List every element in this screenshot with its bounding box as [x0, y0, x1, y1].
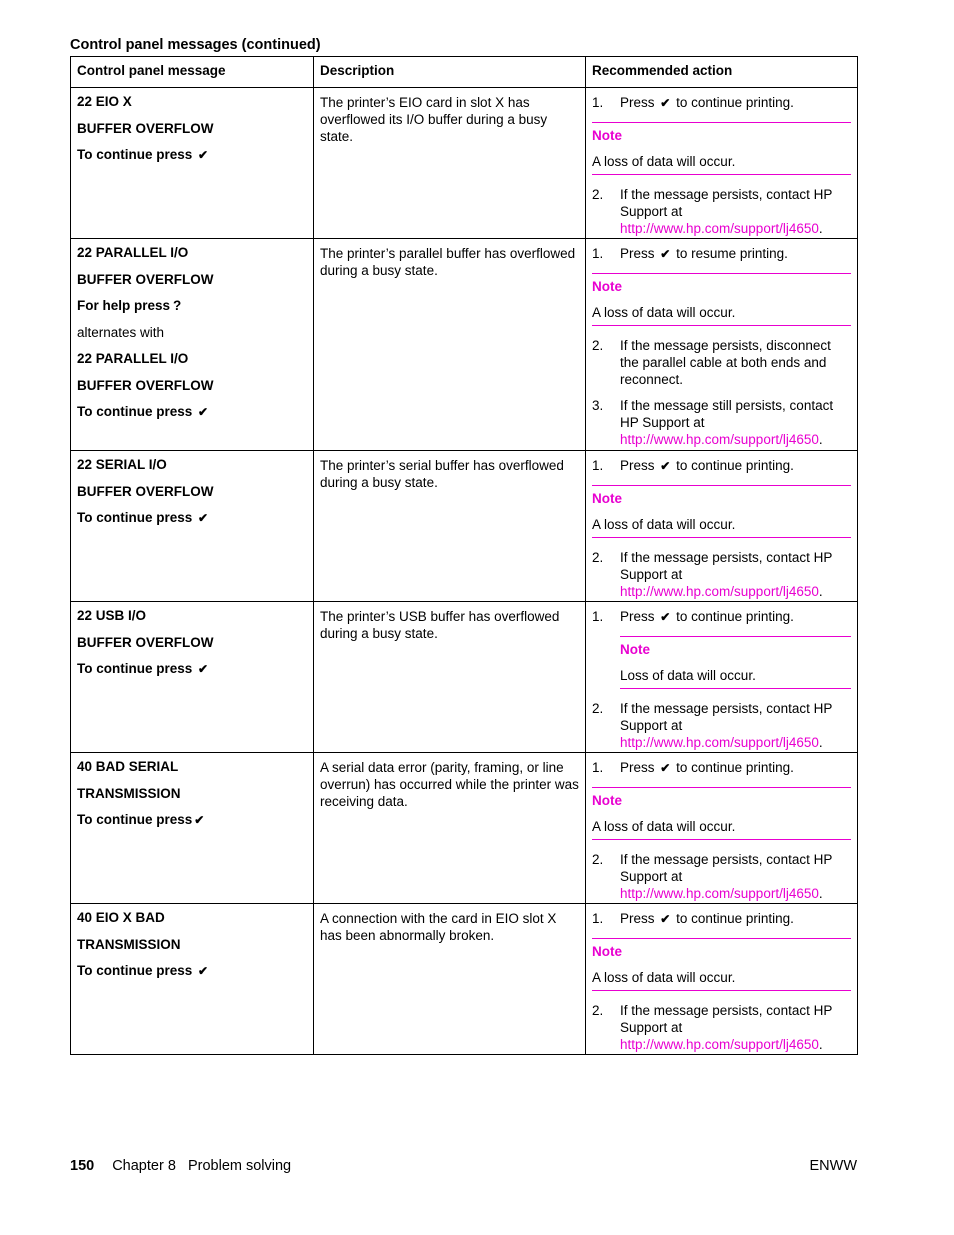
step-1: 1. Press ✔ to continue printing. [592, 609, 794, 624]
step-2: 2. If the message persists, contact HP Support at http://www.hp.com/support/lj4650. [592, 187, 833, 236]
description-text: The printer’s parallel buffer has overflowed during a busy state. [320, 246, 576, 278]
support-link[interactable]: http://www.hp.com/support/lj4650 [620, 1037, 819, 1052]
message-cell [71, 904, 314, 1055]
action-cell [586, 904, 858, 1055]
note-text: A loss of data will occur. [592, 305, 736, 320]
note-text: A loss of data will occur. [592, 970, 736, 985]
support-link[interactable]: http://www.hp.com/support/lj4650 [620, 221, 819, 236]
message-line: For help press ? [77, 298, 182, 313]
message-line: alternates with [77, 324, 165, 340]
message-line: BUFFER OVERFLOW [77, 483, 214, 499]
control-panel-messages-table [70, 56, 858, 1055]
step-1: 1. Press ✔ to continue printing. [592, 95, 794, 110]
description-cell [314, 451, 586, 602]
action-cell [586, 451, 858, 602]
message-line: TRANSMISSION [77, 785, 181, 801]
message-line: 22 PARALLEL I/O [77, 245, 189, 260]
message-line: BUFFER OVERFLOW [77, 271, 214, 287]
message-line: 22 EIO X [77, 94, 132, 109]
step-1: 1. Press ✔ to continue printing. [592, 458, 794, 473]
table-caption: Control panel messages (continued) [70, 37, 321, 53]
description-cell [314, 602, 586, 753]
description-cell [314, 88, 586, 239]
step-3: 3. If the message still persists, contact HP Support at http://www.hp.com/support/lj4650. [592, 398, 834, 447]
step-2: 2. If the message persists, contact HP Support at http://www.hp.com/support/lj4650. [592, 852, 833, 901]
step-1: 1. Press ✔ to continue printing. [592, 911, 794, 926]
message-line: 40 BAD SERIAL [77, 759, 179, 774]
message-line: To continue press ✔ [77, 404, 209, 419]
message-line: TRANSMISSION [77, 936, 181, 952]
checkmark-icon: ✔ [660, 912, 671, 926]
message-line: 22 USB I/O [77, 608, 147, 623]
message-cell [71, 451, 314, 602]
note-text: Loss of data will occur. [620, 668, 756, 683]
message-line: To continue press ✔ [77, 510, 209, 525]
message-line: BUFFER OVERFLOW [77, 120, 214, 136]
checkmark-icon: ✔ [660, 96, 671, 110]
table-row [71, 904, 858, 1055]
message-line: To continue press ✔ [77, 812, 205, 827]
message-line: To continue press ✔ [77, 963, 209, 978]
step-2: 2. If the message persists, disconnect the parallel cable at both ends and reconnect. [592, 338, 831, 387]
message-line: To continue press ✔ [77, 661, 209, 676]
description-cell [314, 753, 586, 904]
help-icon: ? [173, 298, 182, 313]
note-label: Note [592, 279, 622, 294]
action-cell [586, 602, 858, 753]
message-line: 22 PARALLEL I/O [77, 351, 189, 366]
description-text: A connection with the card in EIO slot X has been abnormally broken. [320, 911, 557, 943]
note-text: A loss of data will occur. [592, 819, 736, 834]
message-cell [71, 239, 314, 451]
description-cell [314, 904, 586, 1055]
support-link[interactable]: http://www.hp.com/support/lj4650 [620, 735, 819, 750]
checkmark-icon: ✔ [198, 662, 209, 676]
note-text: A loss of data will occur. [592, 154, 736, 169]
message-line: 22 SERIAL I/O [77, 457, 167, 472]
message-cell [71, 753, 314, 904]
support-link[interactable]: http://www.hp.com/support/lj4650 [620, 584, 819, 599]
note-box [592, 938, 851, 991]
table-row [71, 239, 858, 451]
support-link[interactable]: http://www.hp.com/support/lj4650 [620, 886, 819, 901]
action-cell [586, 753, 858, 904]
header-message: Control panel message [71, 57, 314, 88]
checkmark-icon: ✔ [660, 610, 671, 624]
support-link[interactable]: http://www.hp.com/support/lj4650 [620, 432, 819, 447]
table-row [71, 451, 858, 602]
note-text: A loss of data will occur. [592, 517, 736, 532]
note-label: Note [592, 128, 622, 143]
description-text: The printer’s serial buffer has overflowed during a busy state. [320, 458, 564, 490]
checkmark-icon: ✔ [660, 761, 671, 775]
description-text: The printer’s EIO card in slot X has overflowed its I/O buffer during a busy state. [320, 95, 548, 144]
page-number: 150 [70, 1158, 95, 1174]
note-label: Note [592, 491, 622, 506]
table-row [71, 602, 858, 753]
header-description: Description [314, 57, 586, 88]
step-1: 1. Press ✔ to continue printing. [592, 760, 794, 775]
note-label: Note [620, 642, 650, 657]
message-line: BUFFER OVERFLOW [77, 634, 214, 650]
step-2: 2. If the message persists, contact HP Support at http://www.hp.com/support/lj4650. [592, 550, 833, 599]
note-box [620, 636, 851, 689]
note-label: Note [592, 944, 622, 959]
description-text: The printer’s USB buffer has overflowed during a busy state. [320, 609, 560, 641]
action-cell [586, 88, 858, 239]
message-line: 40 EIO X BAD [77, 910, 165, 925]
note-box [592, 787, 851, 840]
step-2: 2. If the message persists, contact HP Support at http://www.hp.com/support/lj4650. [592, 701, 833, 750]
checkmark-icon: ✔ [194, 813, 205, 827]
note-box [592, 273, 851, 326]
table-row [71, 753, 858, 904]
note-label: Note [592, 793, 622, 808]
chapter-title: Chapter 8 Problem solving [112, 1158, 292, 1174]
message-line: BUFFER OVERFLOW [77, 377, 214, 393]
step-2: 2. If the message persists, contact HP Support at http://www.hp.com/support/lj4650. [592, 1003, 833, 1052]
message-cell [71, 88, 314, 239]
checkmark-icon: ✔ [198, 964, 209, 978]
note-box [592, 485, 851, 538]
header-action: Recommended action [586, 57, 858, 88]
checkmark-icon: ✔ [660, 247, 671, 261]
page-footer-right: ENWW [809, 1158, 857, 1174]
message-line: To continue press ✔ [77, 147, 209, 162]
action-cell [586, 239, 858, 451]
description-text: A serial data error (parity, framing, or line overrun) has occurred while the printer was receiving data. [320, 760, 579, 809]
page-footer-left [70, 1158, 291, 1174]
description-cell [314, 239, 586, 451]
table-header-row [71, 57, 858, 88]
checkmark-icon: ✔ [198, 405, 209, 419]
message-cell [71, 602, 314, 753]
checkmark-icon: ✔ [660, 459, 671, 473]
step-1: 1. Press ✔ to resume printing. [592, 246, 788, 261]
checkmark-icon: ✔ [198, 148, 209, 162]
note-box [592, 122, 851, 175]
checkmark-icon: ✔ [198, 511, 209, 525]
table-row [71, 88, 858, 239]
